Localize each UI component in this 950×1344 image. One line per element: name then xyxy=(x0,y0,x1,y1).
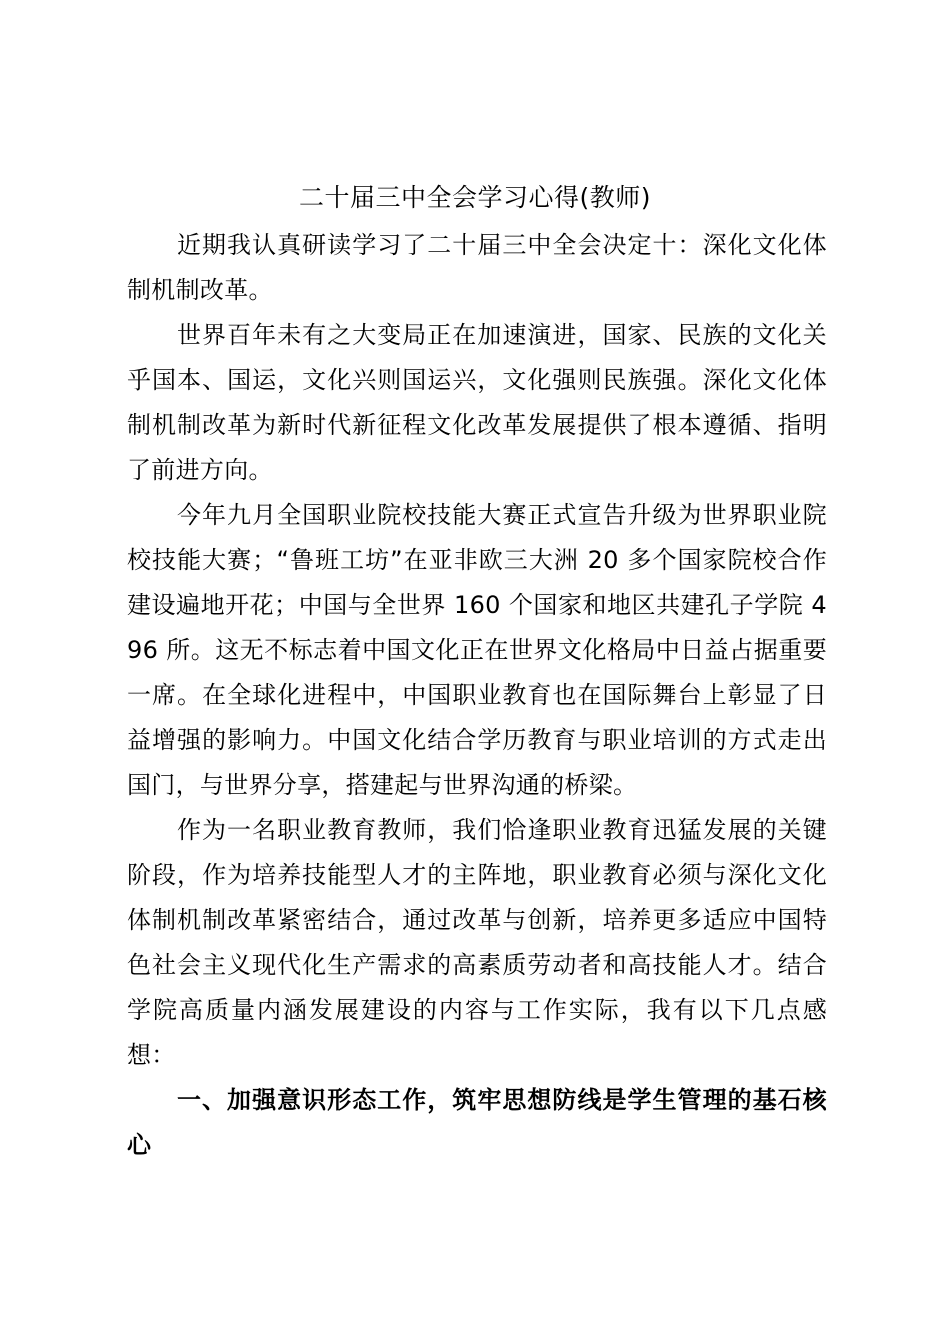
document-title: 二十届三中全会学习心得(教师) xyxy=(298,183,651,212)
section-heading-one: 一、加强意识形态工作，筑牢思想防线是学生管理的基石核心 xyxy=(127,1086,827,1159)
document-body xyxy=(127,223,827,1168)
paragraph-teacher-role: 作为一名职业教育教师，我们恰逢职业教育迅猛发展的关键阶段，作为培养技能型人才的主阵地，职业教育必须与深化文化体制机制改革紧密结合，通过改革与创新，培养更多适应中国特色社会主义现代化生产需求的高素质劳动者和高技能人才。结合学院高质量内涵发展建设的内容与工作实际，我有以下几点感想： xyxy=(127,816,827,1069)
paragraph-world-change: 世界百年未有之大变局正在加速演进，国家、民族的文化关乎国本、国运，文化兴则国运兴，文化强则民族强。深化文化体制机制改革为新时代新征程文化改革发展提供了根本遵循、指明了前进方向。 xyxy=(127,321,827,484)
paragraph-intro: 近期我认真研读学习了二十届三中全会决定十：深化文化体制机制改革。 xyxy=(127,231,827,304)
paragraph-vocational-competition: 今年九月全国职业院校技能大赛正式宣告升级为世界职业院校技能大赛；“鲁班工坊”在亚非欧三大洲 20 多个国家院校合作建设遍地开花；中国与全世界 160 个国家和地区共建孔子学院 496 所。这无不标志着中国文化正在世界文化格局中日益占据重要一席。在全球化进程中，中国职业教育也在国际舞台上彰显了日益增强的影响力。中国文化结合学历教育与职业培训的方式走出国门，与世界分享，搭建起与世界沟通的桥梁。 xyxy=(127,501,827,799)
